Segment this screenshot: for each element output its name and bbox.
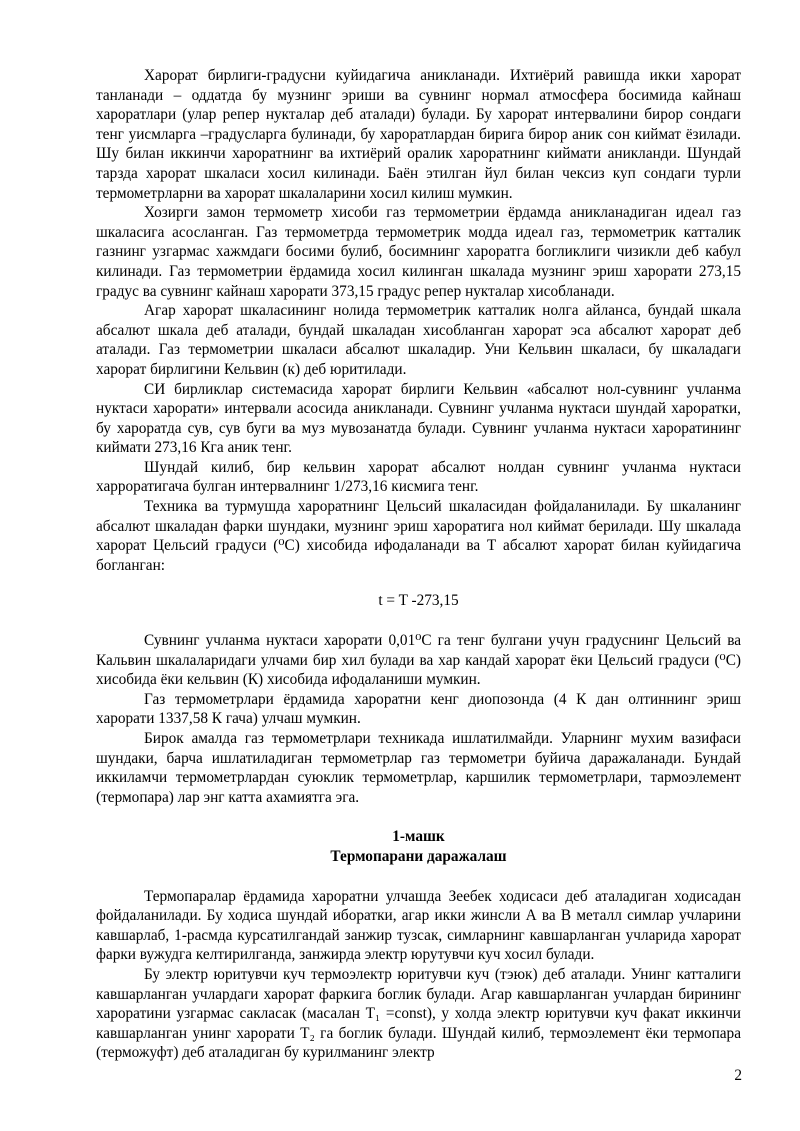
paragraph: Техника ва турмушда хароратнинг Цельсий шкаласидан фойдаланилади. Бу шкаланинг абсалют шкаладан фарки шундаки, музнинг эриш хароратига нол киймат берилади. Шу шкалада харорат Цельсий градуси (⁰С) хисобида ифодаланади ва Т абсалют харорат билан куйидагича богланган: (96, 498, 741, 574)
paragraph: Хозирги замон термометр хисоби газ термометрии ёрдамда аникланадиган идеал газ шкаласига асосланган. Газ термометрда термометрик модда идеал газ, термометрик катталик газнинг узгармас хажмдаги босими булиб, босимнинг хароратга богликлиги чизикли деб кабул килинади. Газ термометрии ёрдамида хосил килинган шкалада музнинг эриш харорати 273,15 градус ва сувнинг кайнаш харорати 373,15 градус репер нукталар хисобланади. (96, 204, 741, 300)
page-number: 2 (734, 1067, 742, 1084)
paragraph: СИ бирликлар системасида харорат бирлиги Кельвин «абсалют нол-сувнинг учланма нуктаси харорати» интервали асосида аникланади. Сувнинг учланма нуктаси шундай хароратки, бу хароратда сув, сув буги ва муз мувозанатда булади. Сувнинг учланма нуктаси хароратининг киймати 273,16 Кга аник тенг. (96, 380, 741, 457)
paragraph: Термопаралар ёрдамида хароратни улчашда Зеебек ходисаси деб аталадиган ходисадан фойдаланилади. Бу ходиса шундай иборатки, агар икки жинсли А ва В металл симлар учларини кавшарлаб, 1-расмда курсатилгандай занжир тузсак, симларнинг кавшарланган учларида харорат фарки вужудга келтирилганда, занжирда электр юрутувчи куч хосил булади. (96, 887, 741, 964)
paragraph: Бу электр юритувчи куч термоэлектр юритувчи куч (тэюк) деб аталади. Унинг катталиги кавшарланган учлардаги харорат фаркига боглик булади. Агар кавшарланган учлардан бирининг хароратини узгармас сакласак (масалан T₁ =const), у холда электр юритувчи куч факат иккинчи кавшарланган унинг харорати T₂ га боглик булади. Шундай килиб, термоэлемент ёки термопара (терможуфт) деб аталадиган бу курилманинг электр (96, 965, 741, 1062)
paragraph: Агар харорат шкаласининг нолида термометрик катталик нолга айланса, бундай шкала абсалют шкала деб аталади, бундай шкаладан хисобланган харорат эса абсалют харорат деб аталади. Газ термометрии шкаласи абсалют шкаладир. Уни Кельвин шкаласи, бу шкаладаги харорат бирлигини Кельвин (к) деб юритилади. (96, 302, 741, 378)
paragraph: Шундай килиб, бир кельвин харорат абсалют нолдан сувнинг учланма нуктаси харроратигача булган интервалнинг 1/273,16 кисмига тенг. (96, 458, 741, 496)
paragraph: Бирок амалда газ термометрлари техникада ишлатилмайди. Уларнинг мухим вазифаси шундаки, барча ишлатиладиган термометрлар газ термометри буйича даражаланади. Бундай иккиламчи термометрлардан суюклик термометрлар, каршилик термометрлари, тармоэлемент (термопара) лар энг катта ахамиятга эга. (96, 730, 741, 806)
paragraph: Харорат бирлиги-градусни куйидагича аникланади. Ихтиёрий равишда икки харорат танланади – оддатда бу музнинг эриши ва сувнинг нормал атмосфера босимида кайнаш хароратлари (улар репер нукталар деб аталади) булади. Бу харорат интервалини бирор сондаги тенг уисмларга –градусларга булинади, бу хароратлардан бирига бирор аник сон киймат ёзилади. Шу билан иккинчи хароратнинг ва ихтиёрий оралик хароратнинг киймати аникланди. Шундай тарзда харорат шкаласи хосил килинади. Баён этилган йул билан чексиз куп сондаги турли термометрларни ва харорат шкалаларини хосил килиш мумкин. (96, 67, 741, 202)
section-number: 1-машк (392, 828, 445, 846)
paragraph: Сувнинг учланма нуктаси харорати 0,01⁰С га тенг булгани учун градуснинг Цельсий ва Кальвин шкалаларидаги улчами бир хил булади ва хар кандай харорат ёки Цельсий градуси (⁰С) хисобида ёки кельвин (К) хисобида ифодаланиши мумкин. (96, 632, 741, 689)
section-title: Термопарани даражалаш (330, 847, 507, 865)
paragraph: Газ термометрлари ёрдамида хароратни кенг диопозонда (4 К дан олтиннинг эриш харорати 1337,58 К гача) улчаш мумкин. (96, 690, 741, 728)
formula: t = T -273,15 (378, 592, 459, 610)
document-page (96, 66, 741, 1063)
